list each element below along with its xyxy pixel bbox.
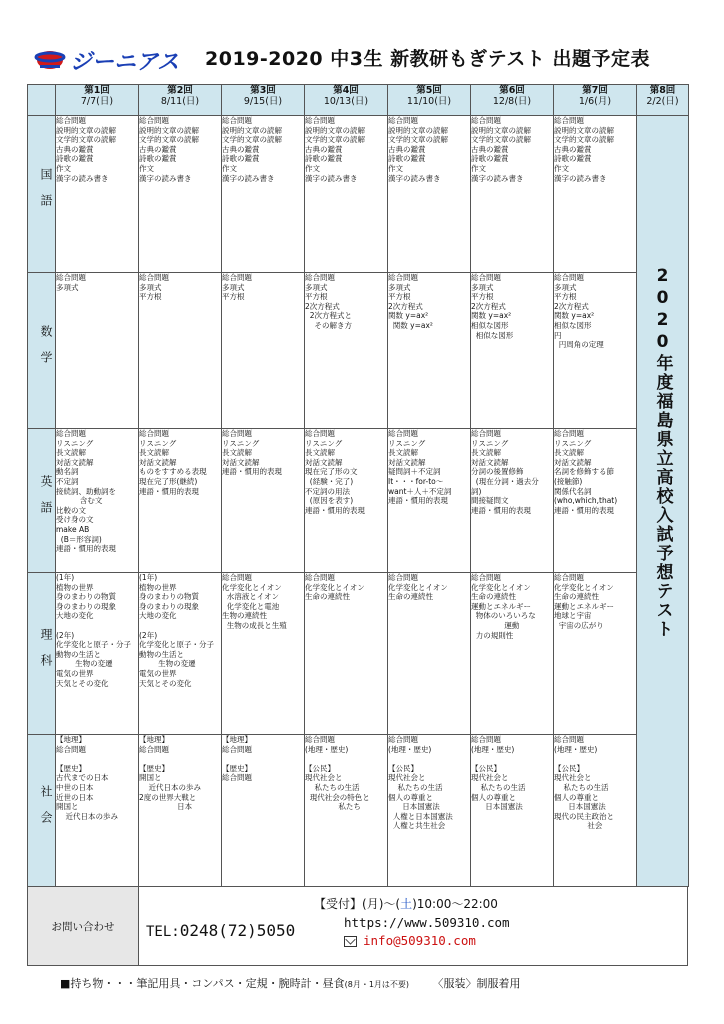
round-header: 第3回 9/15(日) bbox=[222, 85, 305, 116]
subject-row bbox=[28, 573, 689, 735]
subject-row bbox=[28, 273, 689, 429]
tel-line bbox=[146, 921, 295, 940]
subject-row bbox=[28, 735, 689, 887]
topic-cell: 総合問題 多項式 平方根 2次方程式 関数 y=ax² 相似な図形 相似な図形 bbox=[471, 273, 554, 429]
round-header: 第7回 1/6(月) bbox=[554, 85, 637, 116]
subject-label: 国語 bbox=[28, 116, 56, 273]
round-header: 第2回 8/11(日) bbox=[139, 85, 222, 116]
topic-cell: 総合問題 多項式 平方根 2次方程式 2次方程式と その解き方 bbox=[305, 273, 388, 429]
topic-cell: 総合問題 化学変化とイオン 生命の連続性 bbox=[305, 573, 388, 735]
topic-cell: (1年) 植物の世界 身のまわりの物質 身のまわりの現象 大地の変化 (2年) 化学変化と原子・分子 動物の生活と 生物の変遷 電気の世界 天気とその変化 bbox=[139, 573, 222, 735]
topic-cell: 総合問題 説明的文章の読解 文学的文章の読解 古典の鑑賞 詩歌の鑑賞 作文 漢字の読み書き bbox=[554, 116, 637, 273]
header-row bbox=[28, 85, 689, 116]
topic-cell: 総合問題 説明的文章の読解 文学的文章の読解 古典の鑑賞 詩歌の鑑賞 作文 漢字の読み書き bbox=[222, 116, 305, 273]
topic-cell: 【地理】 総合問題 【歴史】 古代までの日本 中世の日本 近世の日本 開国と 近代日本の歩み bbox=[56, 735, 139, 887]
logo-mark bbox=[34, 42, 194, 78]
topic-cell: 総合問題 説明的文章の読解 文学的文章の読解 古典の鑑賞 詩歌の鑑賞 作文 漢字の読み書き bbox=[139, 116, 222, 273]
subject-label: 英語 bbox=[28, 429, 56, 573]
contact-label: お問い合わせ bbox=[28, 887, 139, 965]
email-link[interactable]: info@509310.com bbox=[363, 933, 476, 948]
footer-note bbox=[60, 975, 521, 991]
envelope-icon bbox=[344, 936, 357, 947]
topic-cell: 総合問題 多項式 平方根 2次方程式 関数 y=ax² 相似な図形 円 円周角の定理 bbox=[554, 273, 637, 429]
topic-cell: 総合問題 リスニング 長文読解 対話文読解 名詞を修飾する節 (接触節) 関係代名詞 (who,which,that) 連語・慣用的表現 bbox=[554, 429, 637, 573]
subject-label: 社会 bbox=[28, 735, 56, 887]
topic-cell: 総合問題 多項式 平方根 2次方程式 関数 y=ax² 関数 y=ax² bbox=[388, 273, 471, 429]
tel-prefix: TEL: bbox=[146, 924, 180, 940]
contact-box bbox=[27, 886, 688, 966]
reception-days: (月)〜( bbox=[362, 897, 401, 911]
corner-cell bbox=[28, 85, 56, 116]
reception-hours bbox=[314, 895, 498, 912]
round-header: 第5回 11/10(日) bbox=[388, 85, 471, 116]
topic-cell: 【地理】 総合問題 【歴史】 総合問題 bbox=[222, 735, 305, 887]
topic-cell: 総合問題 化学変化とイオン 生命の連続性 bbox=[388, 573, 471, 735]
topic-cell: 総合問題 リスニング 長文読解 対話文読解 分詞の後置修飾 (現在分詞・過去分 詞) 間接疑問文 連語・慣用的表現 bbox=[471, 429, 554, 573]
logo-text: ジーニアス bbox=[70, 50, 180, 75]
topic-cell: 総合問題 化学変化とイオン 生命の連続性 運動とエネルギー 物体のいろいろな 運動 力の規則性 bbox=[471, 573, 554, 735]
round8-note: 2020年度福島県立高校入試予想テスト bbox=[652, 266, 673, 639]
subject-row bbox=[28, 116, 689, 273]
round-header: 第6回 12/8(日) bbox=[471, 85, 554, 116]
topic-cell: 総合問題 リスニング 長文読解 対話文読解 動名詞 不定詞 接続詞、助動詞を 含む文 比較の文 受け身の文 make AB (B＝形容詞) 連語・慣用的表現 bbox=[56, 429, 139, 573]
phone-number[interactable]: 0248(72)5050 bbox=[179, 921, 296, 940]
topic-cell: 総合問題 化学変化とイオン 生命の連続性 運動とエネルギー 地球と宇宙 宇宙の広がり bbox=[554, 573, 637, 735]
topic-cell: 総合問題 説明的文章の読解 文学的文章の読解 古典の鑑賞 詩歌の鑑賞 作文 漢字の読み書き bbox=[388, 116, 471, 273]
website-link[interactable]: https://www.509310.com bbox=[344, 915, 510, 930]
topic-cell: 総合問題 (地理・歴史) 【公民】 現代社会と 私たちの生活 個人の尊重と 日本国憲法 bbox=[471, 735, 554, 887]
reception-label: 【受付】 bbox=[314, 897, 363, 911]
round-header: 第1回 7/7(日) bbox=[56, 85, 139, 116]
topic-cell: 総合問題 多項式 平方根 bbox=[139, 273, 222, 429]
subject-label: 数学 bbox=[28, 273, 56, 429]
topic-cell: 総合問題 化学変化とイオン 水溶液とイオン 化学変化と電池 生物の連続性 生物の成長と生殖 bbox=[222, 573, 305, 735]
topic-cell: 総合問題 (地理・歴史) 【公民】 現代社会と 私たちの生活 個人の尊重と 日本国憲法 現代の民主政治と 社会 bbox=[554, 735, 637, 887]
genius-logo bbox=[34, 42, 194, 78]
round8-note-cell bbox=[637, 116, 689, 887]
belongings-note: (8月・1月は不要) bbox=[344, 980, 410, 989]
schedule-table bbox=[27, 84, 689, 887]
reception-time: )10:00〜22:00 bbox=[412, 897, 498, 911]
round-header: 第8回 2/2(日) bbox=[637, 85, 689, 116]
topic-cell: 総合問題 リスニング 長文読解 対話文読解 連語・慣用的表現 bbox=[222, 429, 305, 573]
topic-cell: 総合問題 説明的文章の読解 文学的文章の読解 古典の鑑賞 詩歌の鑑賞 作文 漢字の読み書き bbox=[471, 116, 554, 273]
page-title: 2019-2020 中3生 新教研もぎテスト 出題予定表 bbox=[205, 48, 650, 70]
topic-cell: 総合問題 リスニング 長文読解 対話文読解 現在完了形の文 (経験・完了) 不定詞の用法 (原因を表す) 連語・慣用的表現 bbox=[305, 429, 388, 573]
topic-cell: 総合問題 説明的文章の読解 文学的文章の読解 古典の鑑賞 詩歌の鑑賞 作文 漢字の読み書き bbox=[305, 116, 388, 273]
topic-cell: 総合問題 説明的文章の読解 文学的文章の読解 古典の鑑賞 詩歌の鑑賞 作文 漢字の読み書き bbox=[56, 116, 139, 273]
topic-cell: (1年) 植物の世界 身のまわりの物質 身のまわりの現象 大地の変化 (2年) 化学変化と原子・分子 動物の生活と 生物の変遷 電気の世界 天気とその変化 bbox=[56, 573, 139, 735]
belongings-text: ■持ち物・・・筆記用具・コンパス・定規・腕時計・昼食 bbox=[60, 977, 345, 990]
subject-row bbox=[28, 429, 689, 573]
topic-cell: 総合問題 リスニング 長文読解 対話文読解 疑問詞＋不定詞 It・・・for-to〜 want＋人＋不定詞 連語・慣用的表現 bbox=[388, 429, 471, 573]
round-header: 第4回 10/13(日) bbox=[305, 85, 388, 116]
topic-cell: 総合問題 多項式 平方根 bbox=[222, 273, 305, 429]
topic-cell: 総合問題 リスニング 長文読解 対話文読解 ものをすすめる表現 現在完了形(継続) 連語・慣用的表現 bbox=[139, 429, 222, 573]
email-line bbox=[344, 933, 476, 948]
topic-cell: 総合問題 多項式 bbox=[56, 273, 139, 429]
topic-cell: 総合問題 (地理・歴史) 【公民】 現代社会と 私たちの生活 個人の尊重と 日本国憲法 人権と日本国憲法 人権と共生社会 bbox=[388, 735, 471, 887]
subject-label: 理科 bbox=[28, 573, 56, 735]
topic-cell: 【地理】 総合問題 【歴史】 開国と 近代日本の歩み 2度の世界大戦と 日本 bbox=[139, 735, 222, 887]
topic-cell: 総合問題 (地理・歴史) 【公民】 現代社会と 私たちの生活 現代社会の特色と 私たち bbox=[305, 735, 388, 887]
saturday-mark: 土 bbox=[400, 897, 413, 911]
dress-code: 〈服装〉制服着用 bbox=[432, 977, 521, 990]
